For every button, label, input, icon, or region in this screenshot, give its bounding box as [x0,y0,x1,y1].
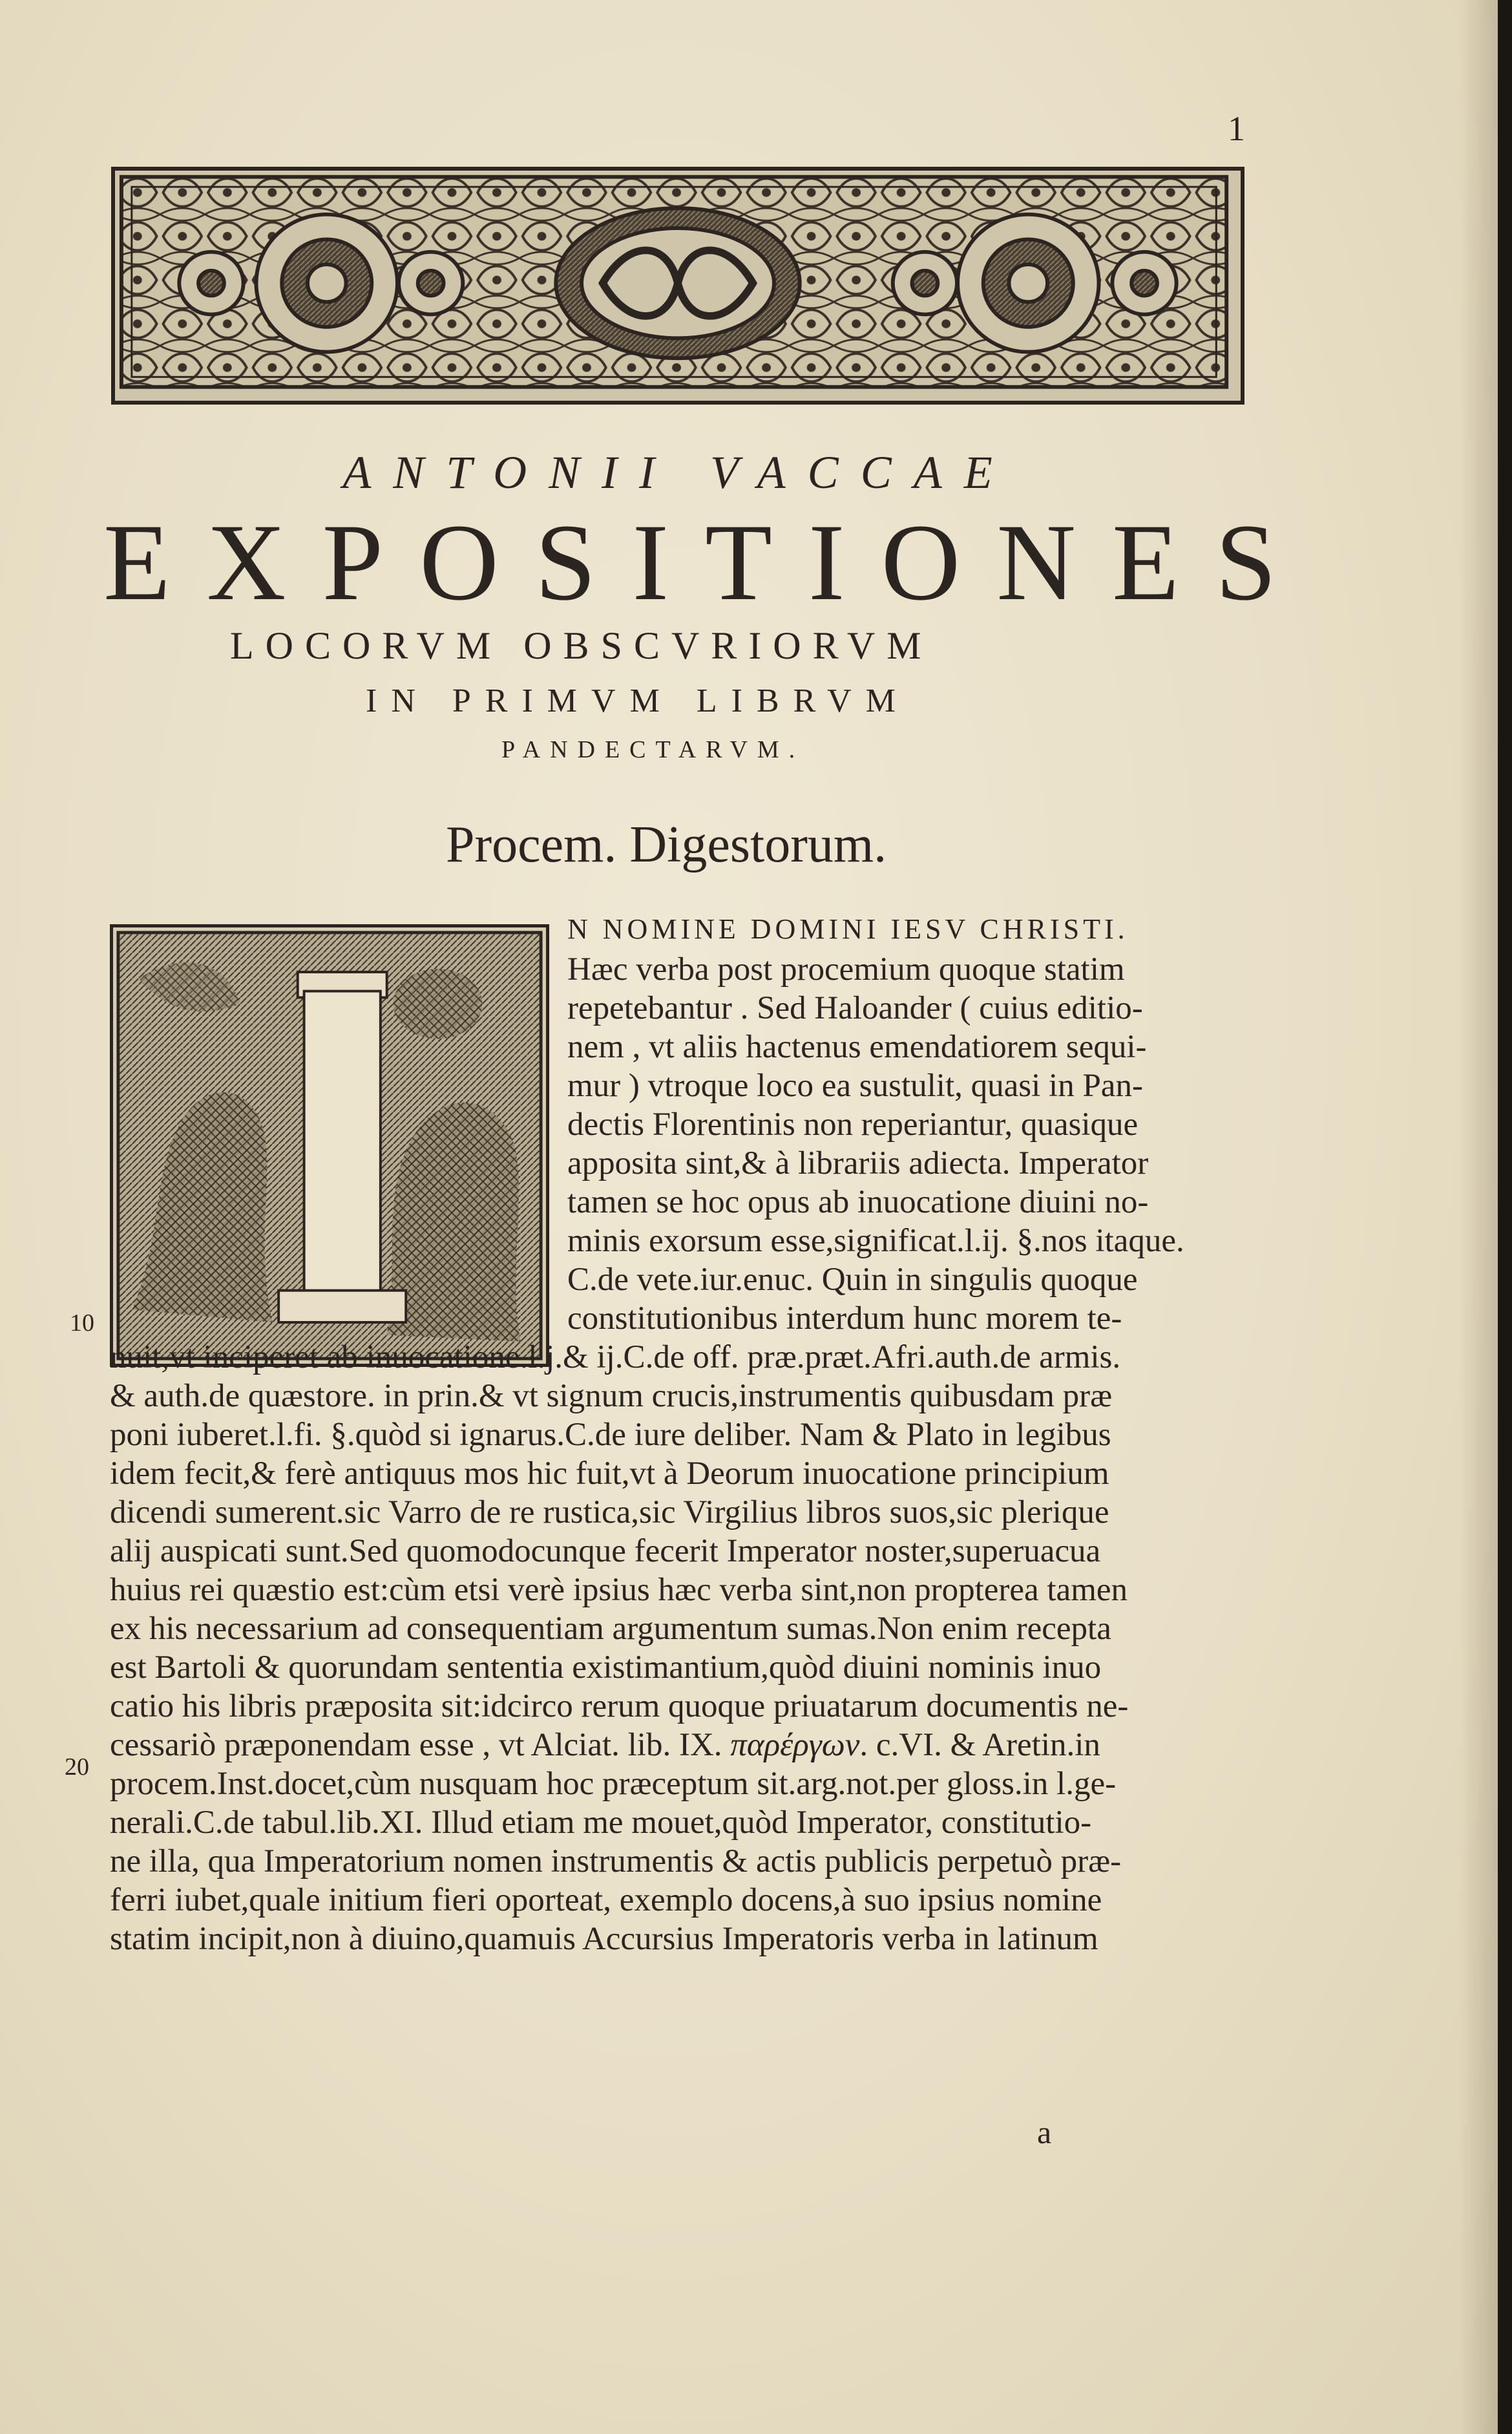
text-line: poni iuberet.l.fi. §.quòd si ignarus.C.de iure deliber. Nam & Plato in legibus [110,1417,1111,1453]
ornamental-headpiece [111,167,1244,405]
text-line: idem fecit,& ferè antiquus mos hic fuit,vt à Deorum inuocatione principium [110,1455,1109,1492]
text-line: mur ) vtroque loco ea sustulit, quasi in Pan- [567,1068,1143,1104]
decorated-initial-letter [110,924,549,1367]
text-line: tamen se hoc opus ab inuocatione diuini no- [567,1184,1149,1220]
subtitle-line-2: IN PRIMVM LIBRVM [366,683,910,719]
headpiece-ornament [115,171,1241,401]
text-line: apposita sint,& à librariis adiecta. Imperator [567,1145,1149,1181]
text-line: nerali.C.de tabul.lib.XI. Illud etiam me mouet,quòd Imperator, constitutio- [110,1804,1092,1841]
text-line: ex his necessarium ad consequentiam argumentum sumas.Non enim recepta [110,1611,1111,1647]
text-line: est Bartoli & quorundam sententia existimantium,quòd diuini nominis inuo [110,1649,1102,1686]
text-line: ne illa, qua Imperatorium nomen instrumentis & actis publicis perpetuò præ- [110,1843,1122,1879]
text-line: & auth.de quæstore. in prin.& vt signum crucis,instrumentis quibusdam præ [110,1378,1113,1414]
page-number: 1 [1228,109,1245,148]
text-line [110,1726,1100,1764]
text-line: constitutionibus interdum hunc morem te- [567,1300,1122,1337]
margin-line-number: 10 [70,1309,94,1337]
text-line: dectis Florentinis non reperiantur, quasique [567,1106,1139,1143]
section-heading: Procem. Digestorum. [446,816,887,873]
text-line: repetebantur . Sed Haloander ( cuius editio- [567,990,1143,1026]
text-line: catio his libris præposita sit:idcirco rerum quoque priuatarum documentis ne- [110,1688,1129,1724]
text-line: alij auspicati sunt.Sed quomodocunque fecerit Imperator noster,superuacua [110,1533,1101,1569]
initial-woodcut [113,927,546,1364]
author-line: ANTONII VACCAE [342,447,1014,498]
opening-words: N NOMINE DOMINI IESV CHRISTI. [567,913,1129,945]
text-line: dicendi sumerent.sic Varro de re rustica,sic Virgilius libros suos,sic plerique [110,1494,1109,1530]
margin-line-number: 20 [65,1753,89,1781]
text-line: Hæc verba post procemium quoque statim [567,951,1125,988]
text-line: statim incipit,non à diuino,quamuis Accursius Imperatoris verba in latinum [110,1921,1098,1957]
text-line: nem , vt aliis hactenus emendatiorem sequi- [567,1029,1147,1065]
main-title: EXPOSITIONES [103,502,1313,623]
text-segment: . c.VI. & Aretin.in [859,1727,1100,1763]
text-line: minis exorsum esse,significat.l.ij. §.nos itaque. [567,1223,1184,1259]
greek-word: παρέργων [730,1727,860,1763]
text-segment: cessariò præponendam esse , vt Alciat. lib. IX. [110,1727,731,1763]
text-line: huius rei quæstio est:cùm etsi verè ipsius hæc verba sint,non propterea tamen [110,1572,1128,1608]
text-line: C.de vete.iur.enuc. Quin in singulis quoque [567,1262,1138,1298]
text-line: ferri iubet,quale initium fieri oporteat, exemplo docens,à suo ipsius nomine [110,1882,1102,1918]
signature-mark: a [1037,2114,1052,2150]
subtitle-line-1: LOCORVM OBSCVRIORVM [230,624,933,667]
text-line: procem.Inst.docet,cùm nusquam hoc præceptum sit.arg.not.per gloss.in l.ge- [110,1766,1117,1802]
subtitle-line-3: PANDECTARVM. [501,736,805,763]
text-line: nuit,vt inciperet ab inuocatione.l.j.& ij.C.de off. præ.præt.Afri.auth.de armis. [110,1339,1121,1375]
